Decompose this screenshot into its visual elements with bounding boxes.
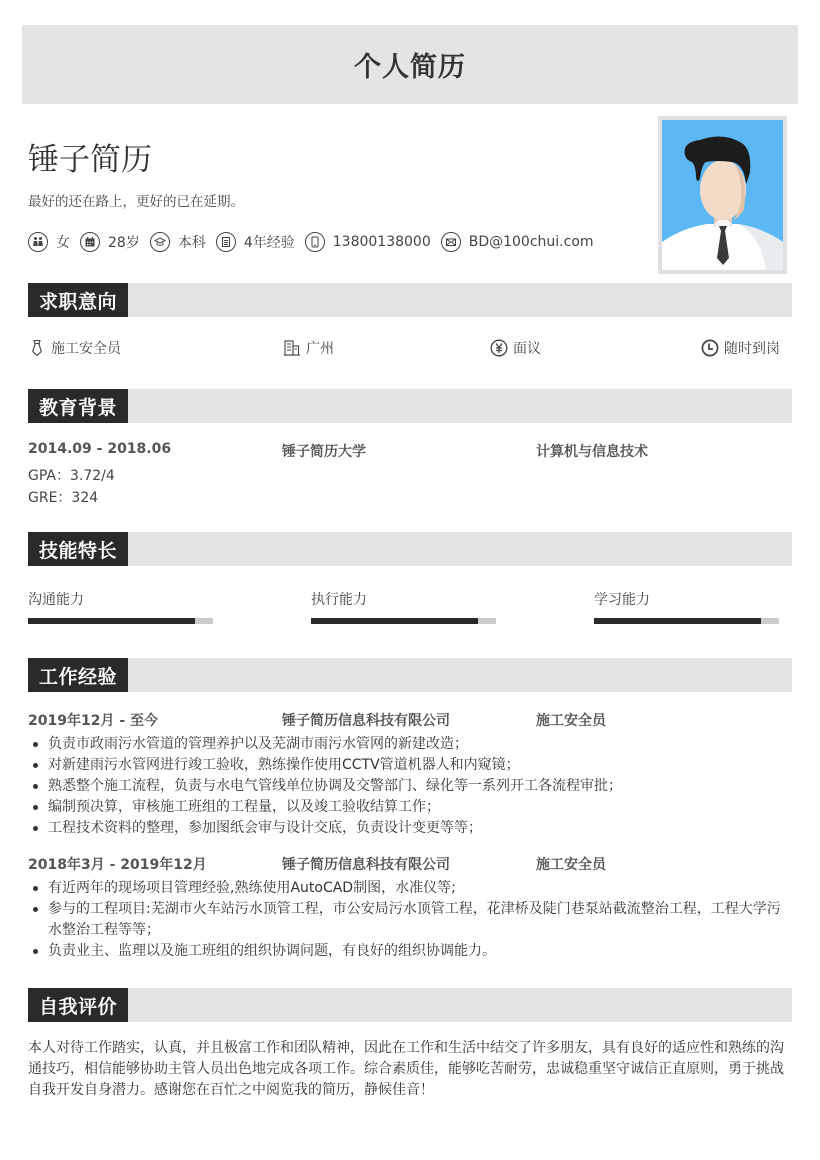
degree-value: 本科	[177, 235, 206, 251]
job-company: 锤子简历信息科技有限公司	[282, 857, 450, 873]
intent-salary-value: 面议	[513, 341, 541, 357]
job-header	[28, 710, 792, 730]
job-duty-item: 参与的工程项目:芜湖市火车站污水顶管工程，市公安局污水顶管工程，花津桥及陡门巷泵站截流整治工程，工程大学污水整治工程等等；	[28, 899, 792, 941]
intent-position-value: 施工安全员	[51, 341, 121, 357]
info-experience	[216, 232, 295, 252]
education-gpa: GPA：3.72/4	[28, 468, 115, 484]
job-duty-item: 熟悉整个施工流程，负责与水电气管线单位协调及交警部门、绿化等一系列开工各流程审批；	[28, 776, 792, 797]
job-role: 施工安全员	[536, 713, 606, 729]
skill-progress-bar	[311, 618, 496, 624]
phone-icon	[305, 232, 325, 252]
skill-item	[594, 589, 779, 629]
yen-icon	[490, 339, 508, 357]
section-title-self-eval: 自我评价	[28, 988, 128, 1022]
job-role: 施工安全员	[536, 857, 606, 873]
section-header-work	[28, 658, 792, 692]
info-age	[80, 232, 140, 252]
section-title-skills: 技能特长	[28, 532, 128, 566]
job-duty-item: 对新建雨污水管网进行竣工验收，熟练操作使用CCTV管道机器人和内窥镜；	[28, 755, 792, 776]
building-icon	[283, 339, 301, 357]
age-value: 28岁	[108, 235, 140, 251]
candidate-name: 锤子简历	[28, 142, 152, 178]
job-duty-item: 工程技术资料的整理，参加图纸会审与设计交底，负责设计变更等等；	[28, 818, 792, 839]
job-duties-list	[28, 734, 792, 839]
clock-icon	[701, 339, 719, 357]
job-period: 2019年12月 - 至今	[28, 713, 159, 729]
skill-progress-fill	[594, 618, 761, 624]
job-intent-row	[28, 337, 792, 359]
education-gre: GRE：324	[28, 490, 99, 506]
job-header	[28, 854, 792, 874]
basic-info-row	[28, 231, 604, 253]
skill-progress-fill	[311, 618, 478, 624]
skill-item	[311, 589, 496, 629]
education-period: 2014.09 - 2018.06	[28, 441, 172, 457]
skill-name: 执行能力	[311, 592, 367, 608]
phone-value[interactable]: 13800138000	[332, 234, 431, 250]
section-header-self-eval	[28, 988, 792, 1022]
section-title-education: 教育背景	[28, 389, 128, 423]
job-company: 锤子简历信息科技有限公司	[282, 713, 450, 729]
profile-photo	[658, 116, 787, 274]
info-phone	[305, 232, 431, 252]
section-title-intent: 求职意向	[28, 283, 128, 317]
intent-city	[283, 337, 334, 359]
document-icon	[216, 232, 236, 252]
intent-city-value: 广州	[306, 341, 334, 357]
skill-name: 沟通能力	[28, 592, 84, 608]
intent-availability-value: 随时到岗	[724, 341, 780, 357]
intent-availability	[701, 337, 780, 359]
info-email	[441, 232, 594, 252]
email-value[interactable]: BD@100chui.com	[468, 234, 594, 250]
skill-progress-bar	[594, 618, 779, 624]
job-period: 2018年3月 - 2019年12月	[28, 857, 207, 873]
gender-value: 女	[56, 235, 70, 251]
education-school: 锤子简历大学	[282, 444, 366, 460]
avatar-illustration	[662, 120, 783, 270]
tie-icon	[28, 339, 46, 357]
job-duty-item: 负责市政雨污水管道的管理养护以及芜湖市雨污水管网的新建改造；	[28, 734, 792, 755]
info-degree	[150, 232, 206, 252]
skill-progress-fill	[28, 618, 195, 624]
skill-progress-bar	[28, 618, 213, 624]
section-header-education	[28, 389, 792, 423]
job-duty-item: 有近两年的现场项目管理经验,熟练使用AutoCAD制图，水准仪等;	[28, 878, 792, 899]
calendar-icon	[80, 232, 100, 252]
job-duties-list	[28, 878, 792, 962]
education-major: 计算机与信息技术	[536, 444, 648, 460]
job-duty-item: 编制预决算，审核施工班组的工程量，以及竣工验收结算工作；	[28, 797, 792, 818]
skill-name: 学习能力	[594, 592, 650, 608]
email-icon	[441, 232, 461, 252]
intent-salary	[490, 337, 541, 359]
job-duty-item: 负责业主、监理以及施工班组的组织协调问题，有良好的组织协调能力。	[28, 941, 792, 962]
info-gender	[28, 232, 70, 252]
intent-position	[28, 337, 121, 359]
resume-title: 个人简历	[354, 52, 466, 83]
section-title-work: 工作经验	[28, 658, 128, 692]
section-header-skills	[28, 532, 792, 566]
resume-title-banner	[22, 25, 798, 104]
self-evaluation-text: 本人对待工作踏实，认真，并且极富工作和团队精神，因此在工作和生活中结交了许多朋友，具有良好的适应性和熟练的沟通技巧，相信能够协助主管人员出色地完成各项工作。综合素质佳，能够吃苦耐劳，忠诚稳重坚守诚信正直原则，勇于挑战自我开发自身潜力。感谢您在百忙之中阅览我的简历，静候佳音！	[28, 1040, 784, 1098]
candidate-motto: 最好的还在路上，更好的已在延期。	[28, 194, 244, 210]
skill-item	[28, 589, 213, 629]
gender-icon	[28, 232, 48, 252]
experience-value: 4年经验	[243, 235, 295, 251]
graduation-cap-icon	[150, 232, 170, 252]
section-header-intent	[28, 283, 792, 317]
